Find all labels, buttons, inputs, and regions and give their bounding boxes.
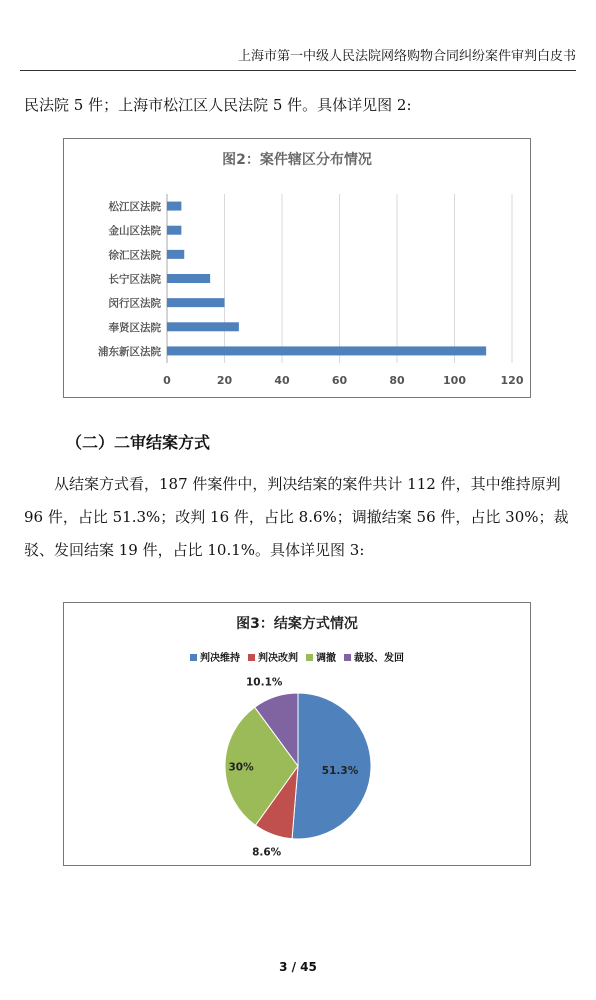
chart-court-distribution bbox=[63, 138, 531, 398]
chart2-bar bbox=[167, 298, 225, 307]
chart3-legend-label: 判决改判 bbox=[258, 653, 298, 664]
chart2-x-tick-label: 0 bbox=[163, 374, 171, 387]
chart2-x-tick-label: 120 bbox=[500, 374, 524, 387]
chart3-legend-label: 判决维持 bbox=[200, 653, 240, 664]
chart2-bar bbox=[167, 250, 184, 259]
chart2-category-label: 金山区法院 bbox=[108, 225, 161, 238]
paragraph-court-count: 民法院 5 件；上海市松江区人民法院 5 件。具体详见图 2: bbox=[24, 96, 412, 114]
chart3-title: 图3：结案方式情况 bbox=[236, 616, 358, 632]
section-heading: （二）二审结案方式 bbox=[66, 433, 211, 452]
chart3-value-label: 30% bbox=[228, 761, 254, 774]
chart2-category-label: 浦东新区法院 bbox=[98, 345, 161, 358]
chart2-x-tick-label: 80 bbox=[389, 374, 405, 387]
chart2-category-label: 奉贤区法院 bbox=[108, 321, 161, 334]
chart2-category-label: 长宁区法院 bbox=[108, 273, 161, 286]
chart2-category-label: 徐汇区法院 bbox=[108, 249, 161, 262]
chart3-legend-label: 调撤 bbox=[316, 653, 336, 664]
chart2-bar bbox=[167, 274, 210, 283]
chart2-bar bbox=[167, 346, 486, 355]
chart3-legend-label: 裁驳、发回 bbox=[354, 653, 404, 664]
paragraph-closure-methods: 从结案方式看，187 件案件中，判决结案的案件共计 112 件，其中维持原判 96 件，占比 51.3%；改判 16 件，占比 8.6%；调撤结案 56 件，占比 30%；裁驳、发回结案 19 件，占比 10.1%。具体详见图 3: bbox=[24, 475, 569, 559]
chart3-plot bbox=[64, 603, 530, 865]
chart3-value-label: 51.3% bbox=[321, 765, 359, 777]
chart2-bar bbox=[167, 202, 181, 211]
header-title: 上海市第一中级人民法院网络购物合同纠纷案件审判白皮书 bbox=[237, 49, 576, 64]
chart2-x-tick-label: 100 bbox=[443, 374, 466, 387]
chart2-category-label: 闵行区法院 bbox=[108, 297, 161, 310]
chart2-x-tick-label: 60 bbox=[331, 374, 348, 387]
chart3-value-label: 10.1% bbox=[246, 676, 283, 689]
chart2-plot bbox=[64, 139, 530, 397]
chart2-category-label: 松江区法院 bbox=[108, 201, 161, 214]
chart2-bar bbox=[167, 226, 181, 235]
chart2-x-tick-label: 40 bbox=[274, 374, 290, 387]
chart-closure-methods bbox=[63, 602, 531, 866]
chart2-x-tick-label: 20 bbox=[216, 374, 233, 387]
page-number: 3 / 45 bbox=[279, 960, 317, 974]
chart3-value-label: 8.6% bbox=[252, 846, 282, 859]
chart2-bar bbox=[167, 322, 239, 331]
chart2-title: 图2：案件辖区分布情况 bbox=[222, 152, 372, 168]
page-header bbox=[20, 46, 576, 71]
